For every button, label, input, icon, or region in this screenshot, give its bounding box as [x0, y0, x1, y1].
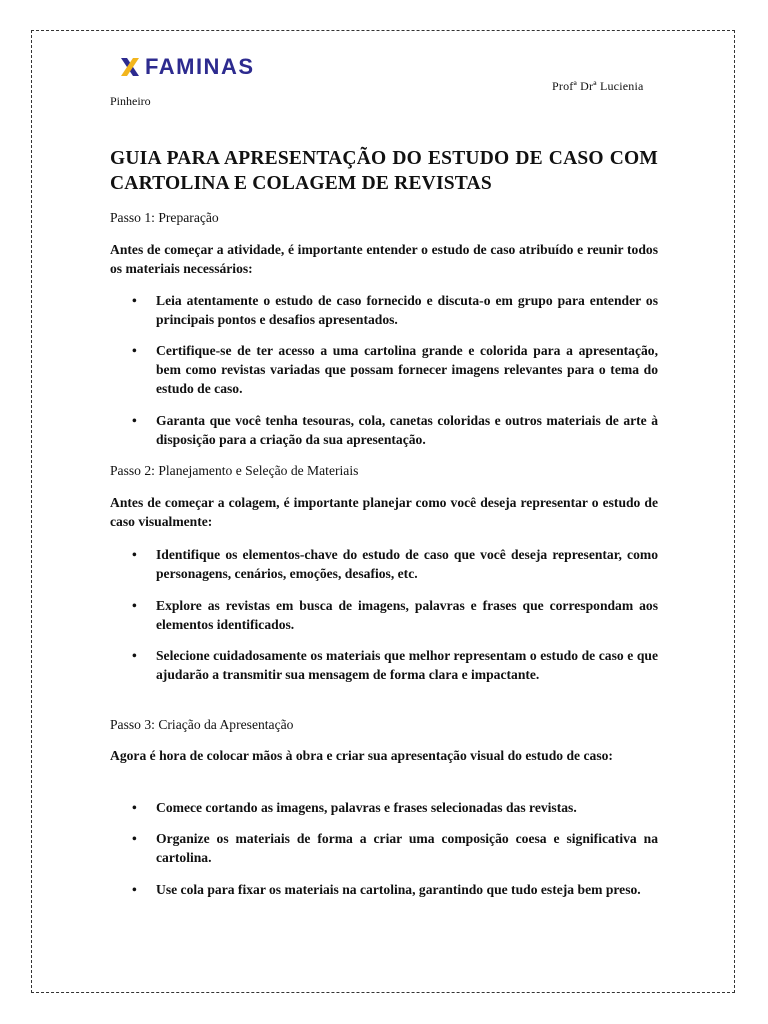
bullet-icon: •	[132, 882, 137, 897]
bullet-icon: •	[132, 831, 137, 846]
step-1-intro: Antes de começar a atividade, é importante entender o estudo de caso atribuído e reunir todos os materiais necessários:	[110, 242, 658, 276]
bullet-icon: •	[132, 800, 137, 815]
bullet-icon: •	[132, 413, 137, 428]
list-item-text: Use cola para fixar os materiais na cartolina, garantindo que tudo esteja bem preso.	[156, 882, 641, 897]
header-logo-area	[110, 52, 658, 82]
bullet-icon: •	[132, 547, 137, 562]
bullet-icon: •	[132, 343, 137, 358]
list-item	[110, 291, 658, 329]
list-item-text: Identifique os elementos-chave do estudo de caso que você deseja representar, como personagens, cenários, emoções, desafios, etc.	[156, 547, 658, 581]
logo-text: FAMINAS	[145, 54, 255, 79]
list-item-text: Selecione cuidadosamente os materiais que melhor representam o estudo de caso e que ajudarão a transmitir sua mensagem de forma clara e impactante.	[156, 648, 658, 682]
list-item	[110, 411, 658, 449]
author-tail: Pinheiro	[110, 94, 151, 108]
document-title: GUIA PARA APRESENTAÇÃO DO ESTUDO DE CASO COM CARTOLINA E COLAGEM DE REVISTAS	[110, 148, 658, 194]
step-2-heading: Passo 2: Planejamento e Seleção de Materiais	[110, 463, 359, 478]
list-item-text: Leia atentamente o estudo de caso fornecido e discuta-o em grupo para entender os principais pontos e desafios apresentados.	[156, 293, 658, 327]
author-line: Profª Drª Lucienia	[552, 79, 644, 93]
list-item	[110, 646, 658, 684]
list-item-text: Garanta que você tenha tesouras, cola, canetas coloridas e outros materiais de arte à disposição para a criação da sua apresentação.	[156, 413, 658, 447]
list-item	[110, 341, 658, 398]
step-2-intro: Antes de começar a colagem, é importante planejar como você deseja representar o estudo de caso visualmente:	[110, 495, 658, 529]
list-item	[110, 545, 658, 583]
list-item	[110, 880, 658, 899]
step-3-intro: Agora é hora de colocar mãos à obra e criar sua apresentação visual do estudo de caso:	[110, 748, 613, 763]
list-item	[110, 596, 658, 634]
list-item	[110, 798, 658, 817]
bullet-icon: •	[132, 598, 137, 613]
list-item	[110, 829, 658, 867]
faminas-x-icon	[119, 56, 141, 78]
list-item-text: Organize os materiais de forma a criar uma composição coesa e significativa na cartolina.	[156, 831, 658, 865]
bullet-icon: •	[132, 293, 137, 308]
list-item-text: Comece cortando as imagens, palavras e frases selecionadas das revistas.	[156, 800, 577, 815]
list-item-text: Certifique-se de ter acesso a uma cartolina grande e colorida para a apresentação, bem como revistas variadas que possam fornecer imagens relevantes para o tema do estudo de caso.	[156, 343, 658, 396]
step-3-heading: Passo 3: Criação da Apresentação	[110, 717, 294, 732]
list-item-text: Explore as revistas em busca de imagens, palavras e frases que correspondam aos elementos identificados.	[156, 598, 658, 632]
step-1-heading: Passo 1: Preparação	[110, 210, 219, 225]
faminas-logo	[119, 52, 658, 82]
bullet-icon: •	[132, 648, 137, 663]
